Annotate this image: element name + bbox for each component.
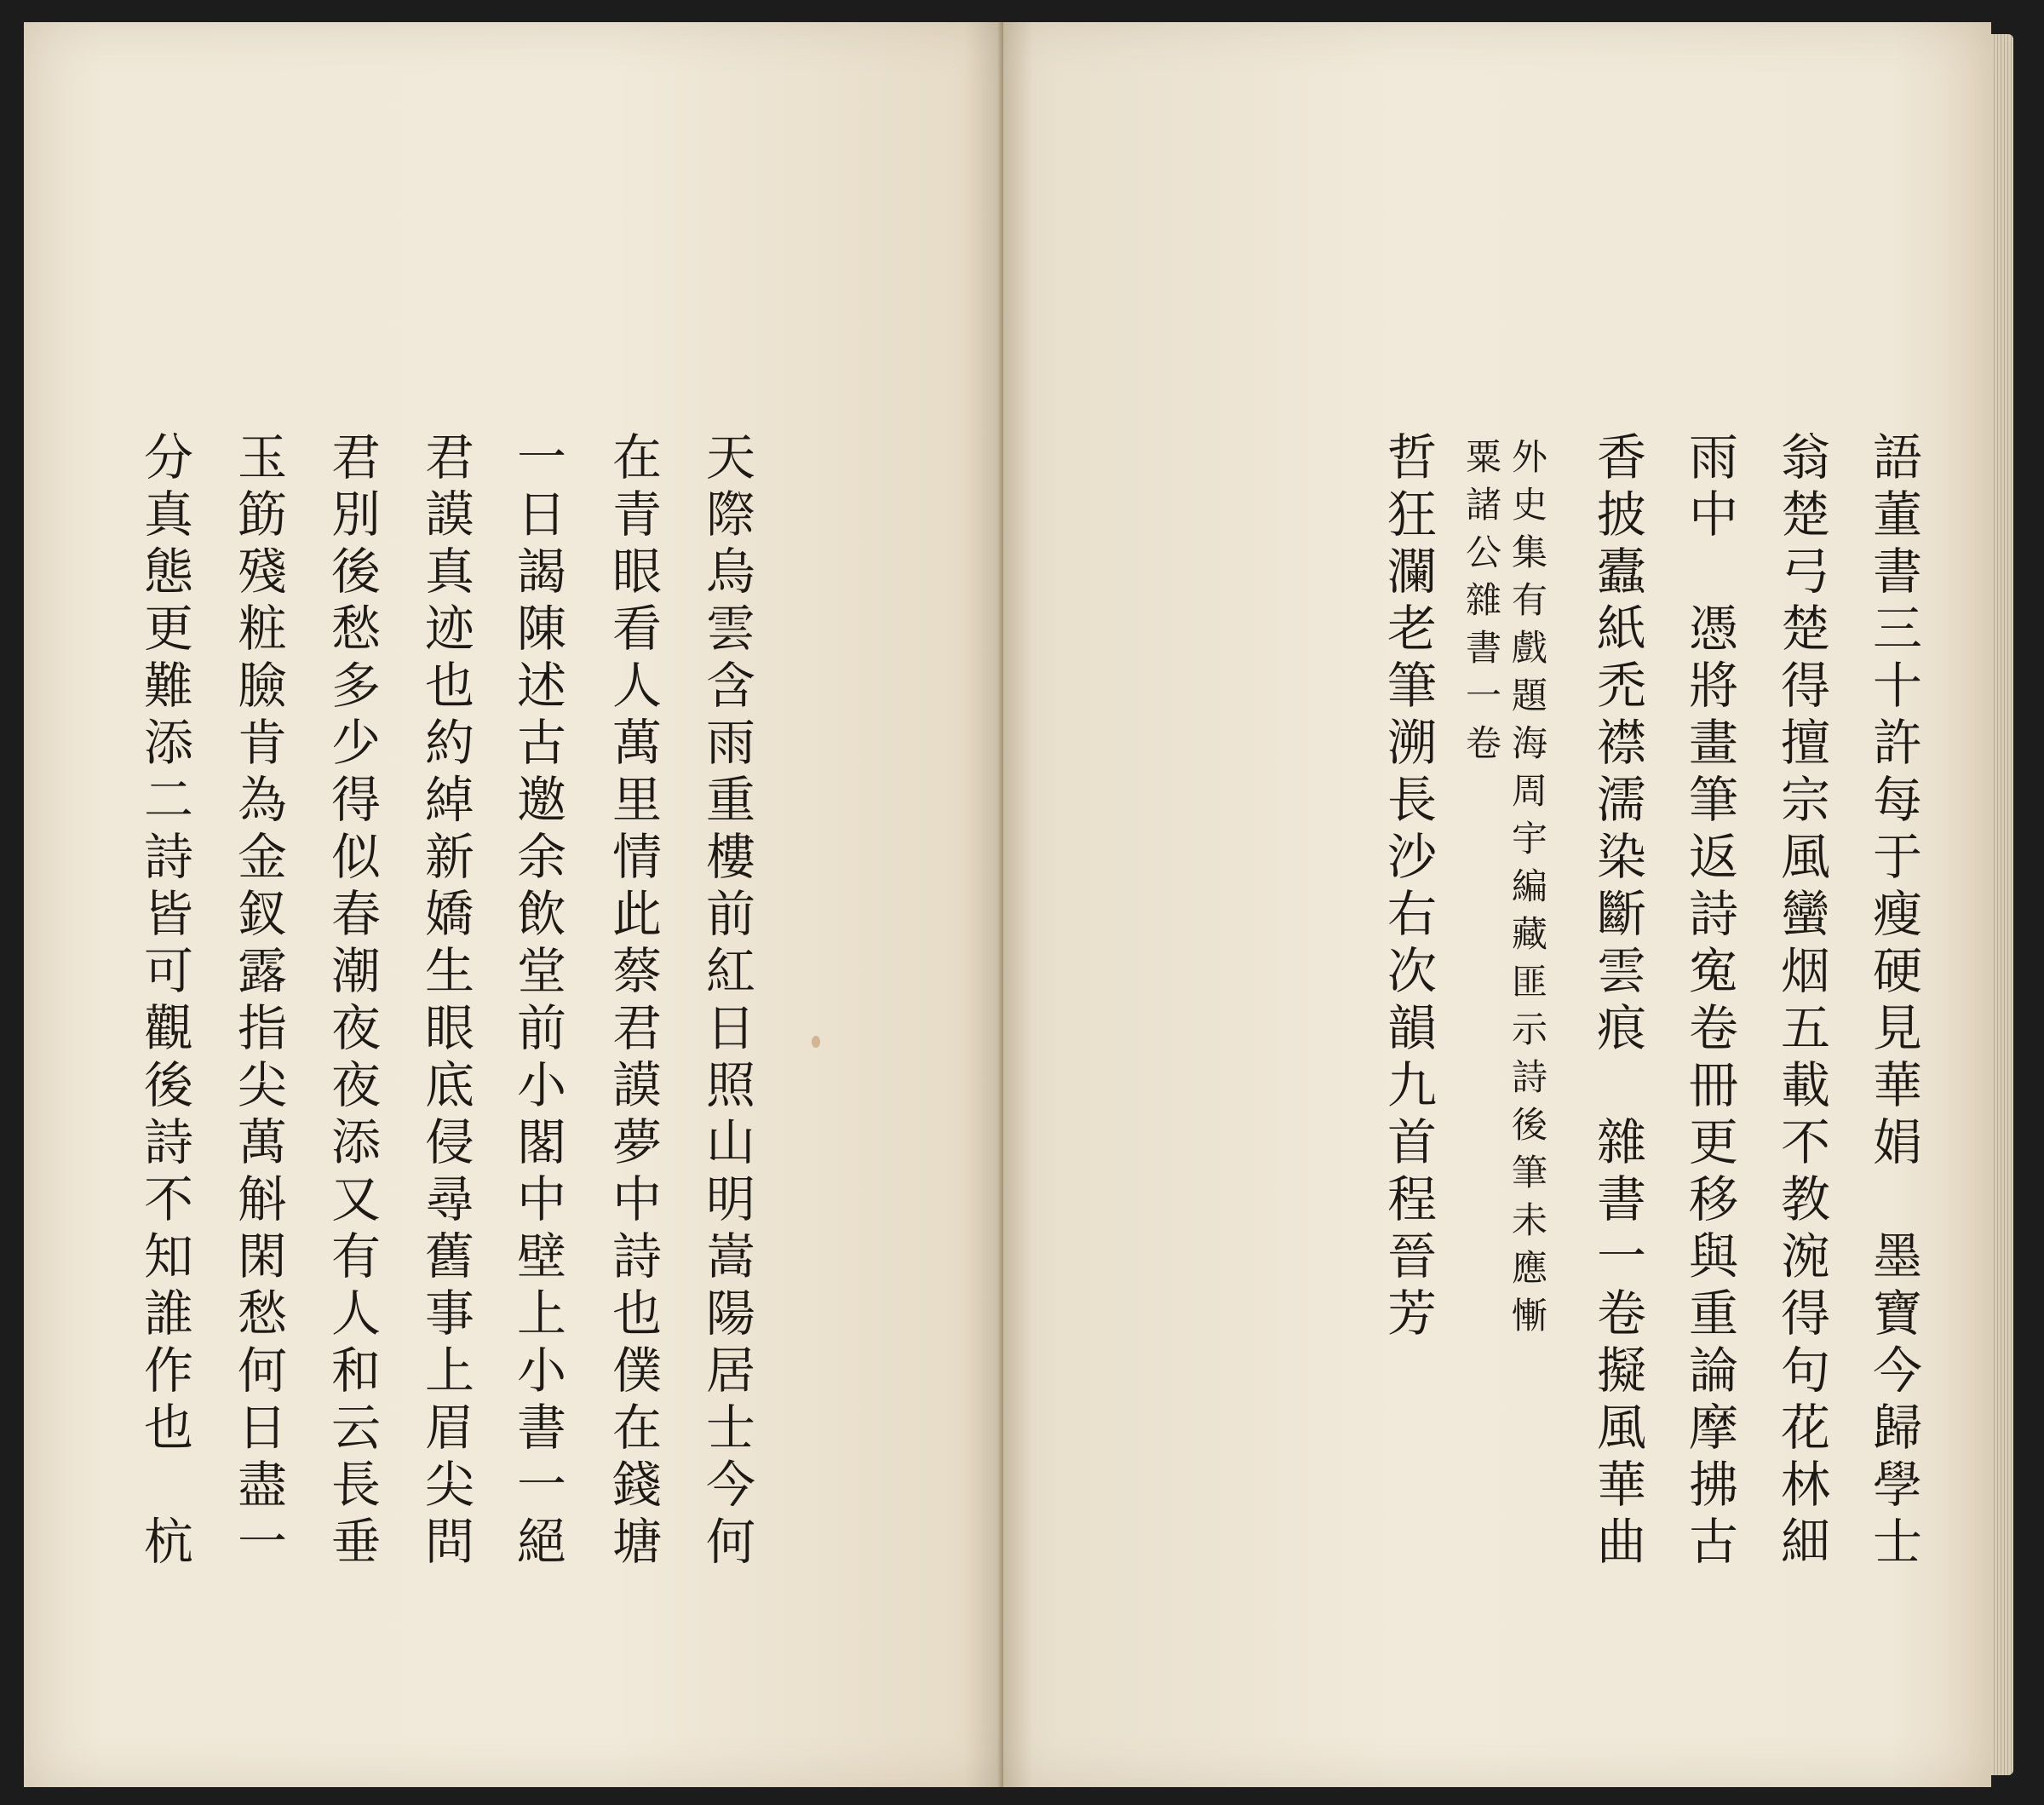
right-column-1: 語董書三十許每于瘦硬見華娟 墨寶今歸學士 xyxy=(1864,431,1922,1572)
right-column-7: 哲狂瀾老筆溯長沙右次韻九首程晉芳 xyxy=(1379,431,1437,1344)
right-column-6: 粟諸公雜書一卷 xyxy=(1461,438,1502,772)
right-column-5: 外史集有戲題海周宇編藏匪示詩後筆未應慚 xyxy=(1507,438,1548,1344)
left-page xyxy=(24,22,1003,1787)
right-column-4: 香披蠹紙禿襟濡染斷雲痕 雜書一卷擬風華曲 xyxy=(1588,431,1646,1572)
left-column-5: 君別後愁多少得似春潮夜夜添又有人和云長垂 xyxy=(323,431,381,1572)
open-book xyxy=(24,22,2008,1787)
left-column-1: 天際烏雲含雨重樓前紅日照山明嵩陽居士今何 xyxy=(698,431,755,1572)
left-column-3: 一日謁陳述古邀余飲堂前小閣中壁上小書一絕 xyxy=(508,431,566,1572)
left-column-2: 在青眼看人萬里情此蔡君謨夢中詩也僕在錢塘 xyxy=(604,431,662,1572)
right-column-3: 雨中 憑將畫筆返詩寃卷冊更移與重論摩拂古 xyxy=(1680,431,1738,1572)
right-column-2: 翁楚弓楚得擅宗風蠻烟五載不教涴得句花林細 xyxy=(1772,431,1830,1572)
left-column-6: 玉筯殘粧臉肯為金釵露指尖萬斛閑愁何日盡一 xyxy=(229,431,287,1572)
left-column-7: 分真態更難添二詩皆可觀後詩不知誰作也 杭 xyxy=(135,431,193,1572)
right-page xyxy=(1003,22,1991,1787)
page-edges xyxy=(1991,34,2013,1775)
paper-spot xyxy=(812,1036,820,1048)
left-column-4: 君謨真迹也約綽新嬌生眼底侵尋舊事上眉尖問 xyxy=(416,431,474,1572)
